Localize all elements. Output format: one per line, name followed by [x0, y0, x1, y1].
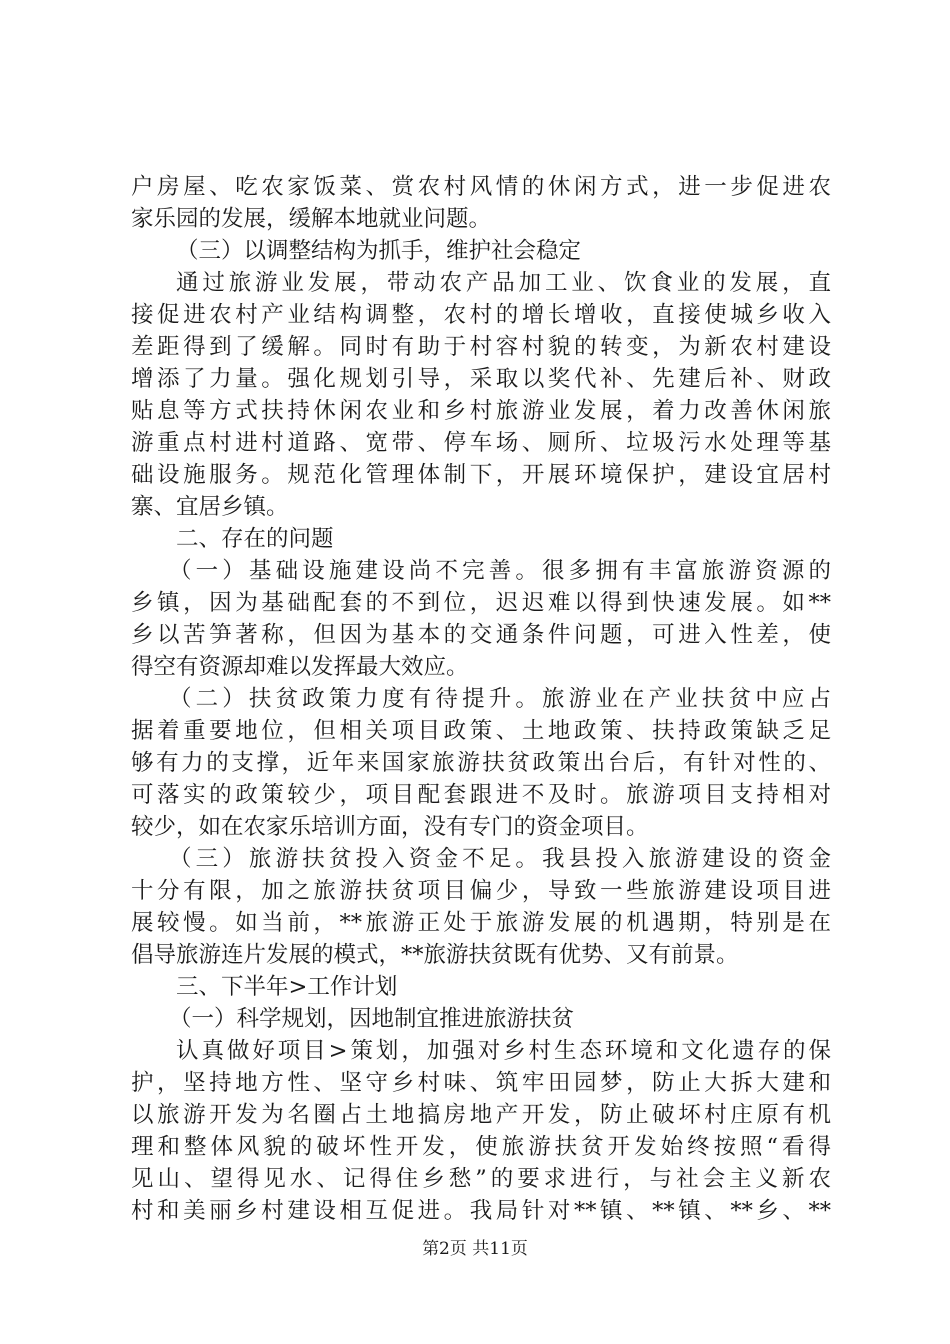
body-text-line: 户房屋、吃农家饭菜、赏农村风情的休闲方式，进一步促进农 — [131, 174, 831, 200]
body-text-line: 差距得到了缓解。同时有助于村容村貌的转变，为新农村建设 — [131, 334, 831, 360]
body-text-line: 理和整体风貌的破坏性开发，使旅游扶贫开发始终按照“看得 — [131, 1134, 831, 1160]
section-heading: 二、存在的问题 — [176, 526, 334, 552]
body-text-line: 够有力的支撑，近年来国家旅游扶贫政策出台后，有针对性的、 — [131, 750, 831, 776]
paragraph-first-line: （三）旅游扶贫投入资金不足。我县投入旅游建设的资金 — [169, 846, 831, 872]
body-text-line: 增添了力量。强化规划引导，采取以奖代补、先建后补、财政 — [131, 366, 831, 392]
body-text-line: 接促进农村产业结构调整，农村的增长增收，直接使城乡收入 — [131, 302, 831, 328]
paragraph-first-line: （二）扶贫政策力度有待提升。旅游业在产业扶贫中应占 — [169, 686, 831, 712]
body-text-line: 乡镇，因为基础配套的不到位，迟迟难以得到快速发展。如** — [131, 590, 831, 616]
body-text-line: 村和美丽乡村建设相互促进。我局针对**镇、**镇、**乡、** — [131, 1198, 831, 1224]
body-text-line: 得空有资源却难以发挥最大效应。 — [131, 654, 469, 680]
paragraph-first-line: （一）基础设施建设尚不完善。很多拥有丰富旅游资源的 — [169, 558, 831, 584]
body-text-line: 以旅游开发为名圈占土地搞房地产开发，防止破坏村庄原有机 — [131, 1102, 831, 1128]
body-text-line: 家乐园的发展，缓解本地就业问题。 — [131, 206, 492, 232]
page-number-footer: 第2页 共11页 — [422, 1239, 528, 1259]
body-text-line: 倡导旅游连片发展的模式，**旅游扶贫既有优势、又有前景。 — [131, 942, 739, 968]
subsection-heading: （一）科学规划，因地制宜推进旅游扶贫 — [169, 1006, 575, 1032]
body-text-line: 乡以苦笋著称，但因为基本的交通条件问题，可进入性差，使 — [131, 622, 831, 648]
body-text-line: 可落实的政策较少，项目配套跟进不及时。旅游项目支持相对 — [131, 782, 831, 808]
body-text-line: 见山、望得见水、记得住乡愁”的要求进行，与社会主义新农 — [131, 1166, 831, 1192]
body-text-line: 较少，如在农家乐培训方面，没有专门的资金项目。 — [131, 814, 649, 840]
body-text-line: 据着重要地位，但相关项目政策、土地政策、扶持政策缺乏足 — [131, 718, 831, 744]
document-body — [131, 171, 831, 1227]
body-text-line: 寨、宜居乡镇。 — [131, 494, 289, 520]
body-text-line: 十分有限，加之旅游扶贫项目偏少，导致一些旅游建设项目进 — [131, 878, 831, 904]
body-text-line: 游重点村进村道路、宽带、停车场、厕所、垃圾污水处理等基 — [131, 430, 831, 456]
subsection-heading: （三）以调整结构为抓手，维护社会稳定 — [176, 238, 582, 264]
body-text-line: 展较慢。如当前，**旅游正处于旅游发展的机遇期，特别是在 — [131, 910, 831, 936]
paragraph-first-line: 通过旅游业发展，带动农产品加工业、饮食业的发展，直 — [176, 270, 831, 296]
body-text-line: 护，坚持地方性、坚守乡村味、筑牢田园梦，防止大拆大建和 — [131, 1070, 831, 1096]
section-heading: 三、下半年>工作计划 — [176, 974, 398, 1000]
body-text-line: 础设施服务。规范化管理体制下，开展环境保护，建设宜居村 — [131, 462, 831, 488]
paragraph-first-line: 认真做好项目>策划，加强对乡村生态环境和文化遗存的保 — [176, 1038, 831, 1064]
body-text-line: 贴息等方式扶持休闲农业和乡村旅游业发展，着力改善休闲旅 — [131, 398, 831, 424]
